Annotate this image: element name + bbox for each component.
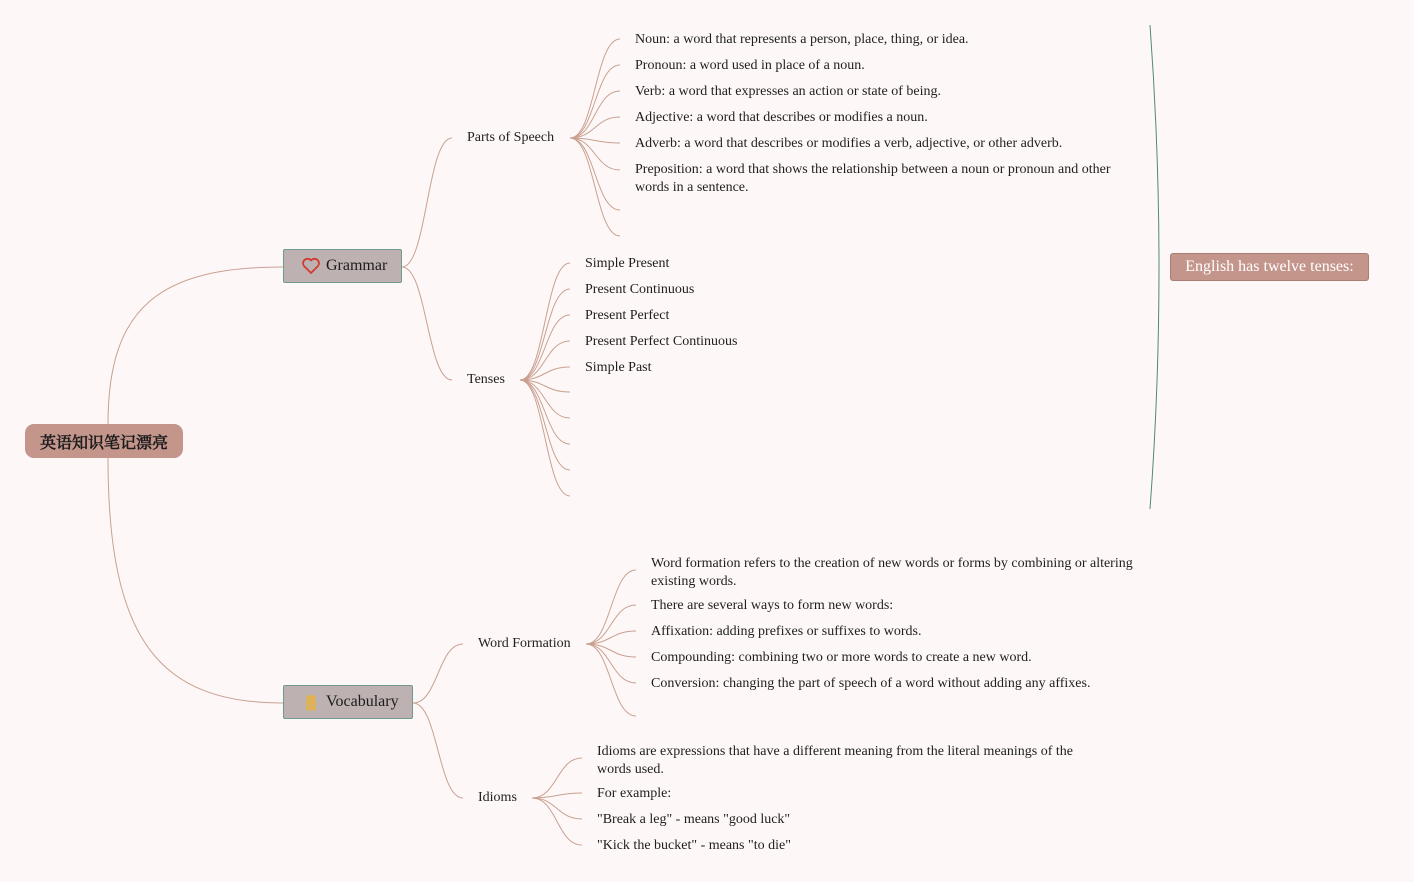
topic-tenses[interactable]: Tenses	[467, 372, 505, 387]
vocabulary-branch[interactable]	[283, 685, 413, 719]
link-grammar-parts	[402, 138, 452, 267]
leaf-present-continuous[interactable]: Present Continuous	[585, 282, 695, 297]
link-grammar-tenses	[402, 267, 452, 380]
leaf-noun[interactable]: Noun: a word that represents a person, place, thing, or idea.	[635, 32, 969, 47]
link-tense-8	[520, 380, 570, 470]
link-wf-1	[586, 605, 636, 644]
link-pos-7	[570, 138, 620, 236]
link-tense-0	[520, 263, 570, 380]
wheat-icon	[301, 692, 321, 712]
leaf-idioms-definition[interactable]: Idioms are expressions that have a different meaning from the literal meanings of the words used.	[597, 744, 1073, 777]
summary-node[interactable]	[1170, 253, 1369, 281]
link-pos-6	[570, 138, 620, 210]
root-topic-label: 英语知识笔记漂亮	[39, 432, 168, 452]
link-pos-0	[570, 39, 620, 138]
leaf-pronoun[interactable]: Pronoun: a word used in place of a noun.	[635, 58, 865, 73]
leaf-break-a-leg[interactable]: "Break a leg" - means "good luck"	[597, 812, 791, 827]
link-wf-4	[586, 644, 636, 683]
leaf-simple-past[interactable]: Simple Past	[585, 360, 652, 375]
leaf-adjective[interactable]: Adjective: a word that describes or modifies a noun.	[635, 110, 928, 125]
link-idiom-2	[532, 798, 582, 819]
leaf-adverb[interactable]: Adverb: a word that describes or modifies a verb, adjective, or other adverb.	[635, 136, 1063, 151]
link-tense-2	[520, 315, 570, 380]
leaf-preposition[interactable]: Preposition: a word that shows the relationship between a noun or pronoun and other words in a sentence.	[635, 162, 1111, 195]
link-vocab-wordformation	[413, 644, 463, 703]
leaf-verb[interactable]: Verb: a word that expresses an action or state of being.	[635, 84, 941, 99]
topic-parts-of-speech[interactable]: Parts of Speech	[467, 130, 555, 145]
link-vocab-idioms	[413, 703, 463, 798]
link-idiom-3	[532, 798, 582, 845]
grammar-branch[interactable]	[283, 249, 402, 283]
topic-word-formation[interactable]: Word Formation	[478, 636, 571, 651]
summary-bracket	[1148, 24, 1168, 514]
link-root-vocabulary	[108, 458, 283, 703]
leaf-word-formation-definition[interactable]: Word formation refers to the creation of new words or forms by combining or altering existing words.	[651, 556, 1133, 589]
link-pos-2	[570, 91, 620, 138]
link-root-grammar	[108, 267, 283, 424]
leaf-conversion[interactable]: Conversion: changing the part of speech of a word without adding any affixes.	[651, 676, 1091, 691]
leaf-ways-to-form[interactable]: There are several ways to form new words:	[651, 598, 894, 613]
heart-icon	[301, 256, 321, 276]
link-tense-1	[520, 289, 570, 380]
leaf-for-example[interactable]: For example:	[597, 786, 672, 801]
topic-idioms[interactable]: Idioms	[478, 790, 517, 805]
grammar-label: Grammar	[326, 257, 388, 274]
link-idiom-0	[532, 758, 582, 798]
link-wf-2	[586, 631, 636, 644]
leaf-affixation[interactable]: Affixation: adding prefixes or suffixes to words.	[651, 624, 922, 639]
leaf-simple-present[interactable]: Simple Present	[585, 256, 670, 271]
root-topic[interactable]	[25, 424, 183, 458]
link-idiom-1	[532, 793, 582, 798]
leaf-present-perfect[interactable]: Present Perfect	[585, 308, 670, 323]
link-wf-5	[586, 644, 636, 716]
link-wf-0	[586, 570, 636, 644]
leaf-present-perfect-continuous[interactable]: Present Perfect Continuous	[585, 334, 738, 349]
link-tense-9	[520, 380, 570, 496]
link-tense-7	[520, 380, 570, 444]
leaf-kick-the-bucket[interactable]: "Kick the bucket" - means "to die"	[597, 838, 791, 853]
leaf-compounding[interactable]: Compounding: combining two or more words to create a new word.	[651, 650, 1032, 665]
vocabulary-label: Vocabulary	[326, 693, 399, 710]
summary-label: English has twelve tenses:	[1185, 258, 1354, 275]
